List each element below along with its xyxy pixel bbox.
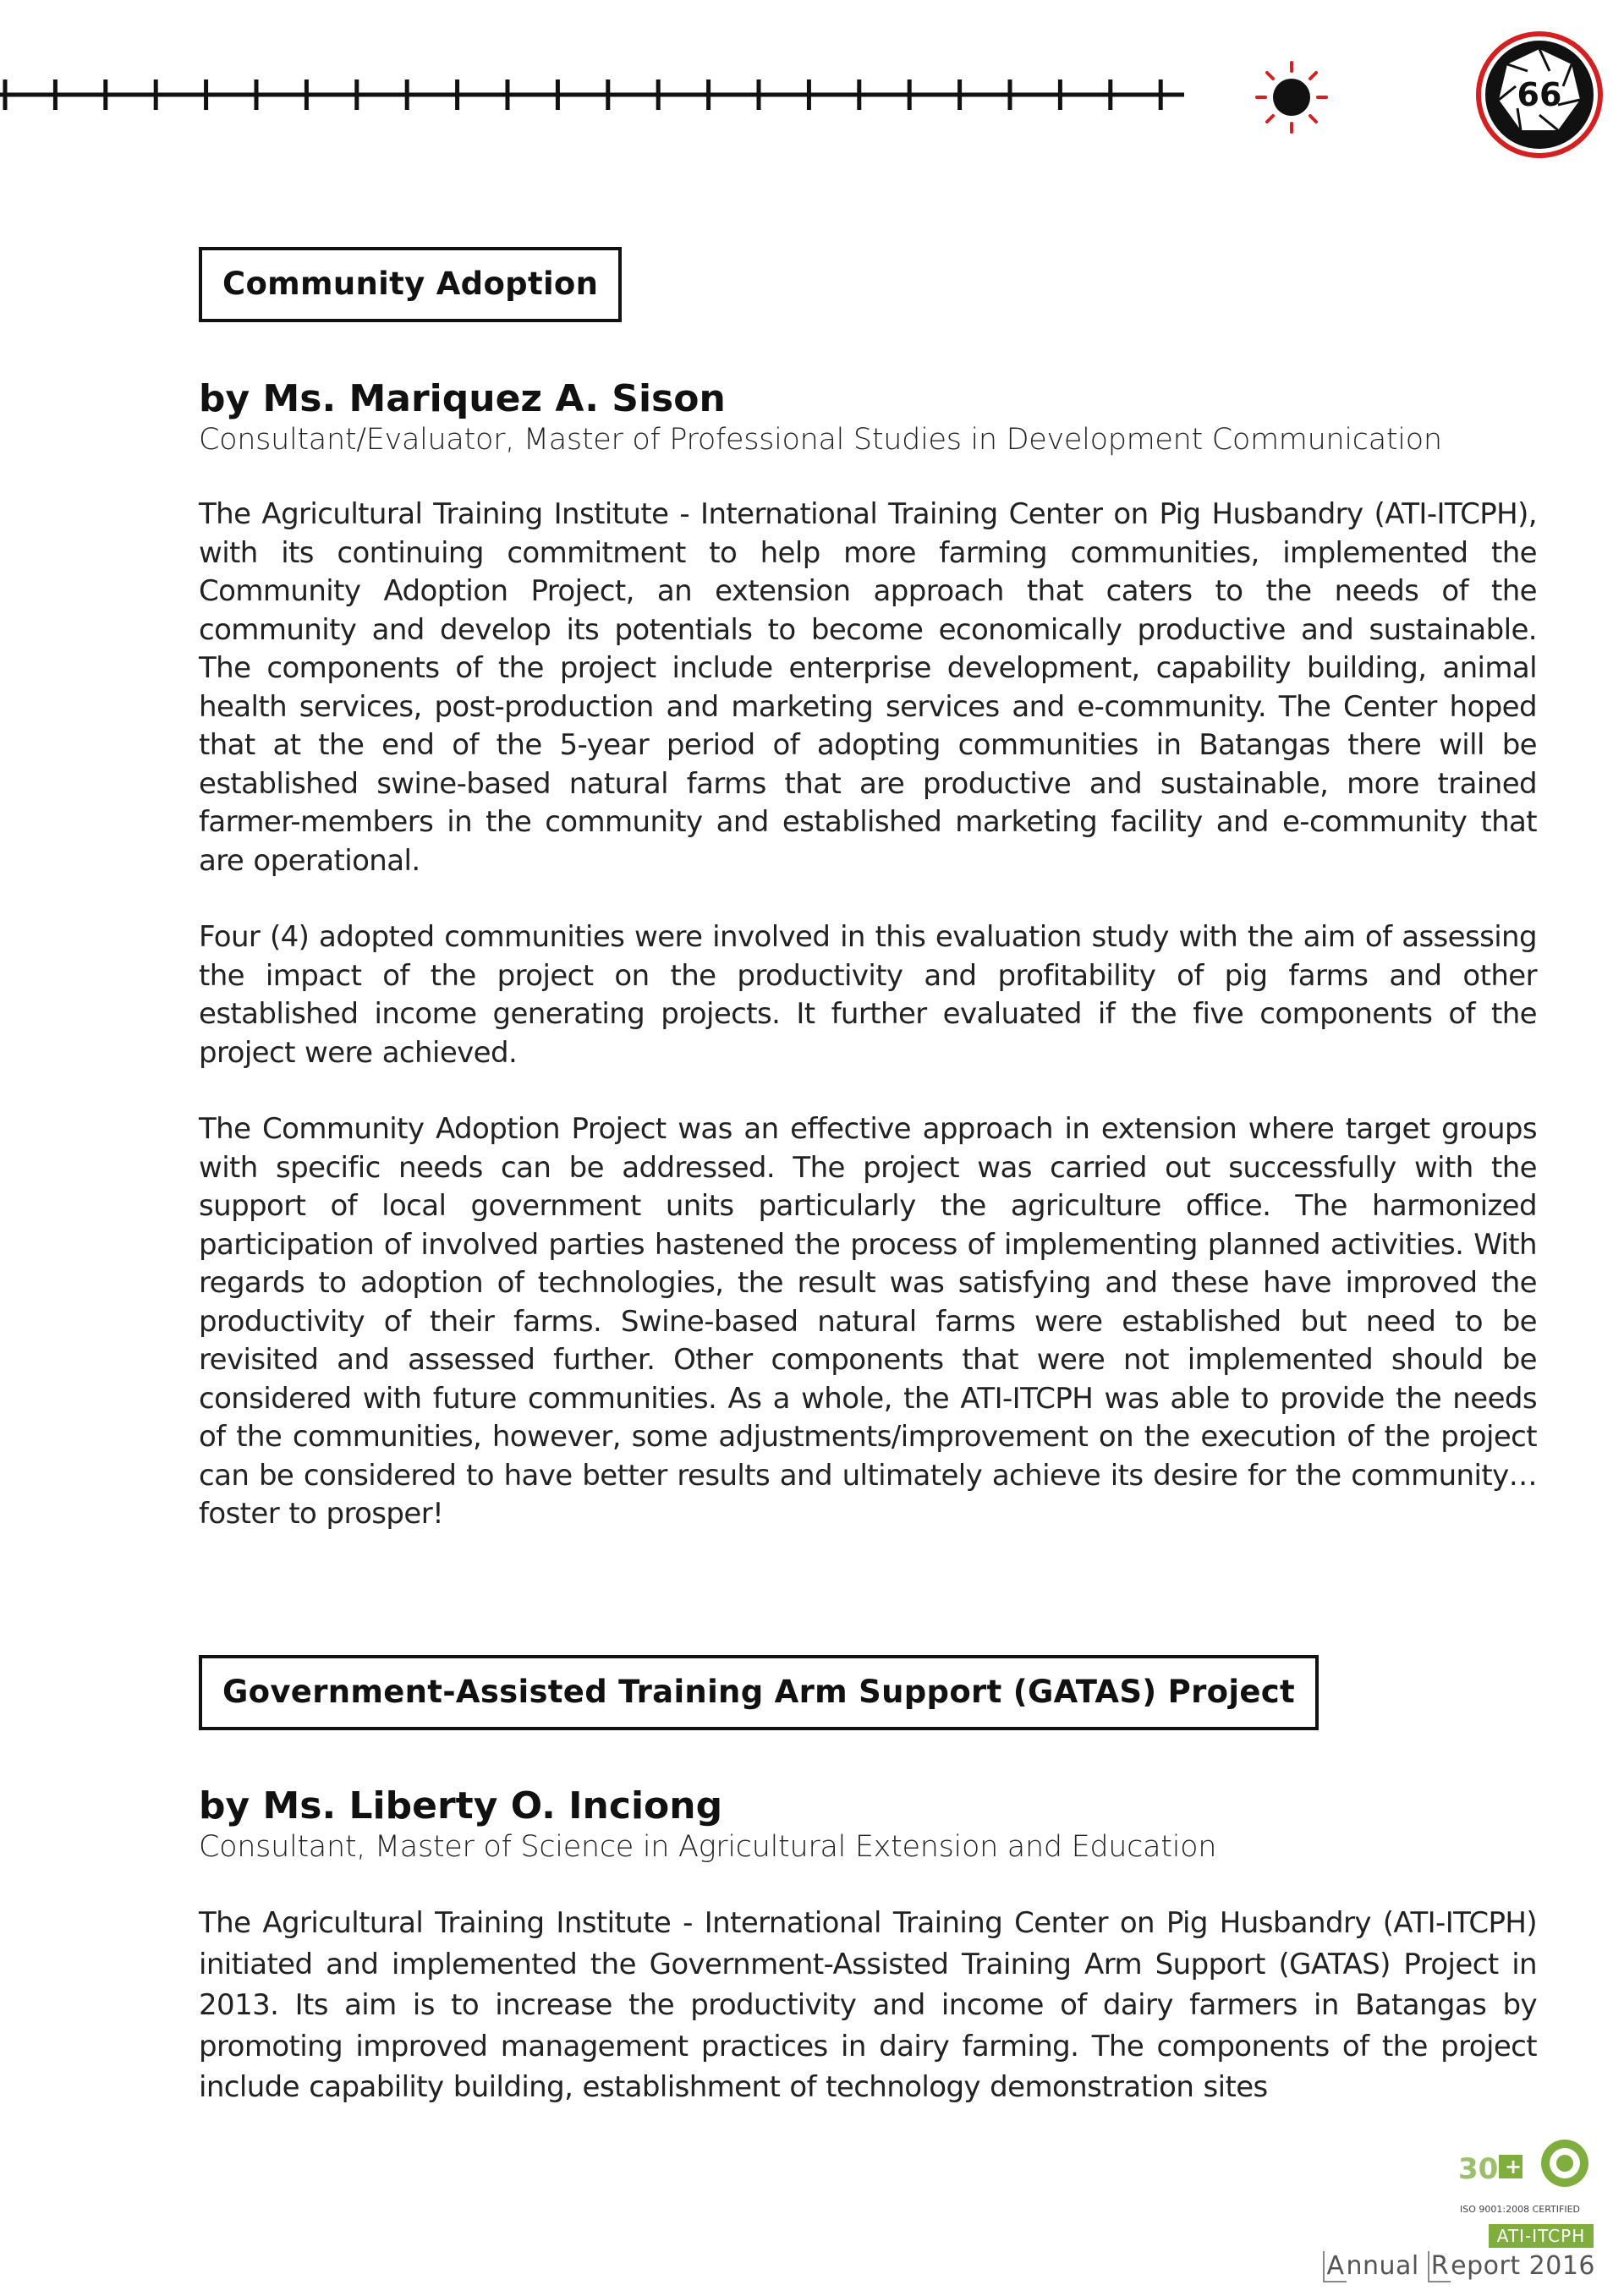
report-text-2: eport 2016	[1451, 2251, 1595, 2281]
section-title-box	[199, 1655, 1537, 1730]
section-title-box	[199, 247, 1537, 322]
body-paragraph: Four (4) adopted communities were involved in this evaluation study with the aim of assessing the impact of the project on the productivity and profitability of pig farms and other established income generating projects. It further evaluated if the five components of the project were achieved.	[199, 920, 1537, 1070]
report-letter-a: A	[1323, 2251, 1346, 2282]
report-text-1: nnual	[1346, 2251, 1428, 2281]
report-letter-r: R	[1428, 2251, 1451, 2282]
author-block	[199, 377, 1537, 458]
author-credential: Consultant/Evaluator, Master of Professional Studies in Development Communication	[199, 423, 1442, 457]
section-body	[199, 1903, 1537, 2108]
ruler-line-icon	[0, 59, 1201, 127]
author-name: by Ms. Liberty O. Inciong	[199, 1784, 723, 1827]
body-paragraph: The Community Adoption Project was an effective approach in extension where target groups with specific needs can be addressed. The project was carried out successfully with the support of local government units particularly the agriculture office. The harmonized participation of involved parties hastened the process of implementing planned activities. With regards to adoption of technologies, the result was satisfying and these have improved the productivity of their farms. Swine-based natural farms were established but need to be revisited and assessed further. Other components that were not implemented should be considered with future communities. As a whole, the ATI-ITCPH was able to provide the needs of the communities, however, some adjustments/improvement on the execution of the project can be considered to have better results and ultimately achieve its desire for the community… foster to prosper!	[199, 1112, 1537, 1531]
section-body	[199, 496, 1537, 1534]
author-block	[199, 1784, 1537, 1866]
section-title: Government-Assisted Training Arm Support (GATAS) Project	[199, 1655, 1319, 1730]
cert-label: ISO 9001:2008 CERTIFIED	[1460, 2204, 1581, 2215]
report-label	[1316, 2251, 1595, 2281]
body-paragraph: The Agricultural Training Institute - International Training Center on Pig Husbandry (ATI-ITCPH) initiated and implemented the Government-Assisted Training Arm Support (GATAS) Project in 2013. Its aim is to increase the productivity and income of dairy farmers in Batangas by promoting improved management practices in dairy farming. The components of the project include capability building, establishment of technology demonstration sites	[199, 1906, 1537, 2104]
author-name: by Ms. Mariquez A. Sison	[199, 377, 726, 420]
anniversary-logo-text: 30	[1458, 2152, 1499, 2186]
certification-logos	[1455, 2134, 1599, 2219]
section-title: Community Adoption	[199, 247, 622, 322]
sun-icon	[1255, 61, 1328, 134]
svg-text:+: +	[1505, 2155, 1522, 2178]
org-badge: ATI-ITCPH	[1489, 2224, 1594, 2248]
body-paragraph: The Agricultural Training Institute - International Training Center on Pig Husbandry (ATI-ITCPH), with its continuing commitment to help more farming communities, implemented the Community Adoption Project, an extension approach that caters to the needs of the community and develop its potentials to become economically productive and sustainable. The components of the project include enterprise development, capability building, animal health services, post-production and marketing services and e-community. The Center hoped that at the end of the 5-year period of adopting communities in Batangas there will be established swine-based natural farms that are productive and sustainable, more trained farmer-members in the community and established marketing facility and e-community that are operational.	[199, 497, 1537, 878]
page-number: 66	[1517, 76, 1562, 113]
author-credential: Consultant, Master of Science in Agricultural Extension and Education	[199, 1830, 1217, 1864]
